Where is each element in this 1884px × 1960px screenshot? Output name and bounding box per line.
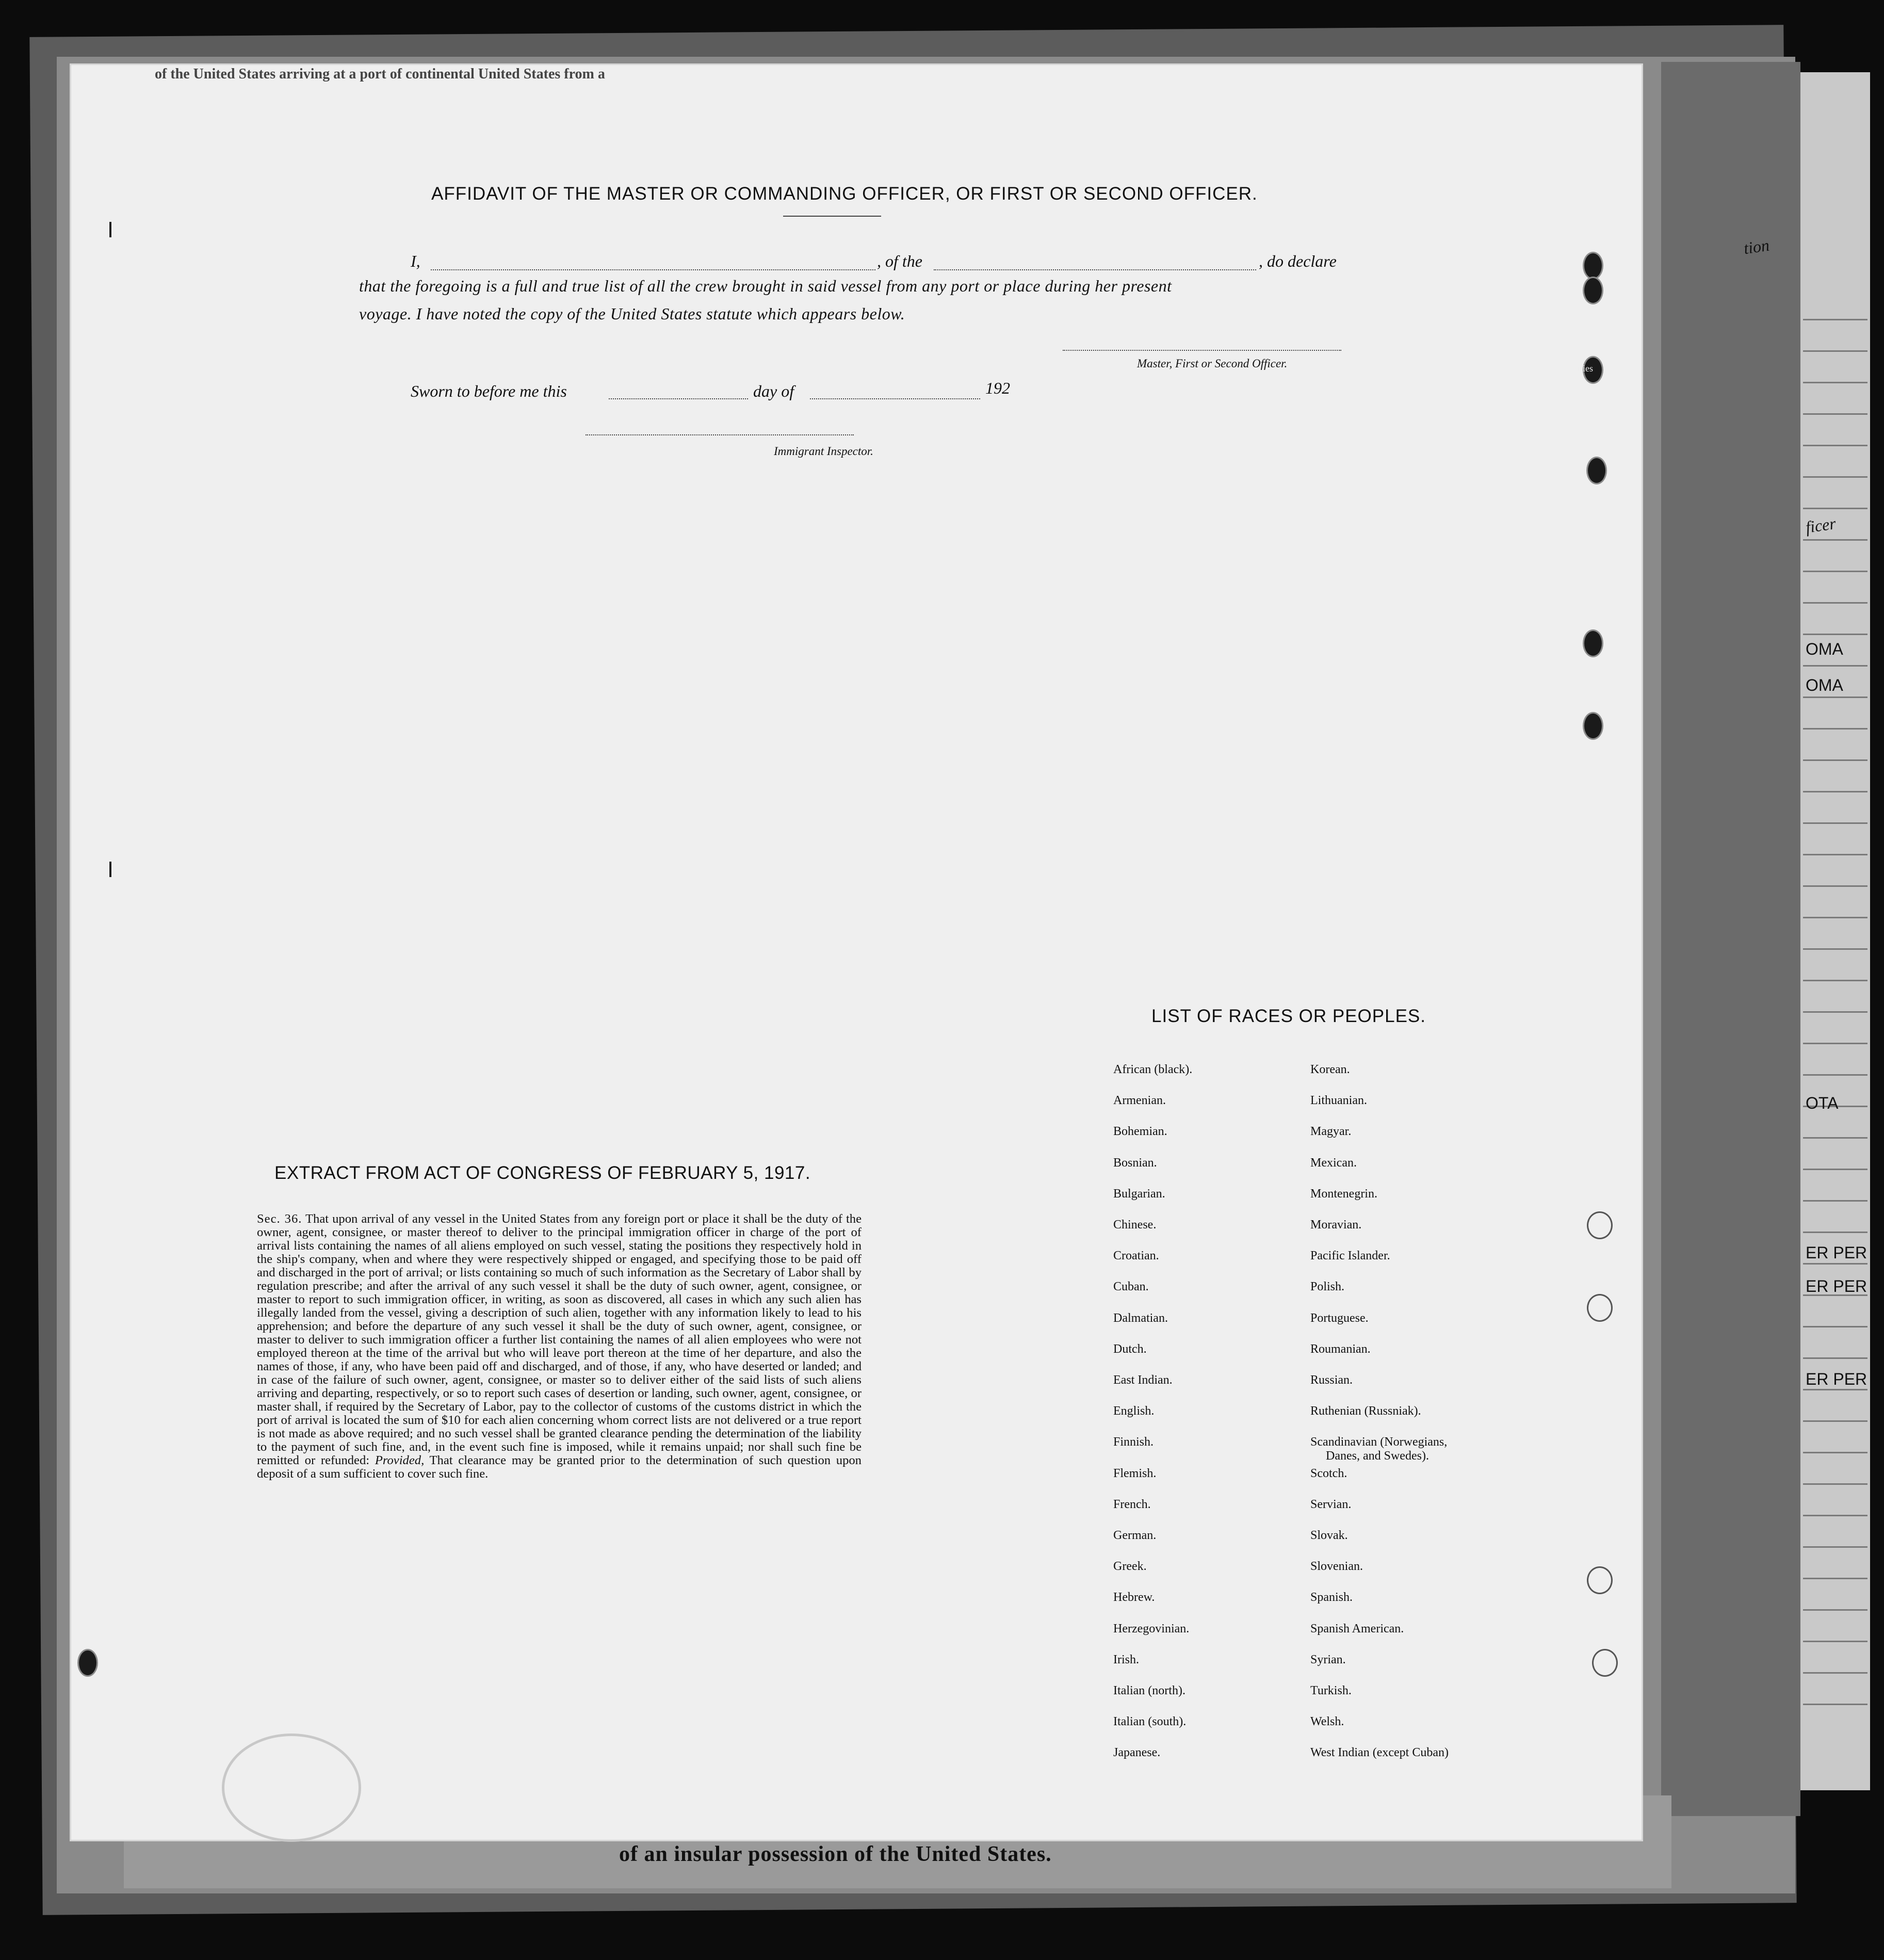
affidavit-title: AFFIDAVIT OF THE MASTER OR COMMANDING OFFICER, OR FIRST OR SECOND OFFICER. [431,184,1258,204]
race-item: Polish. [1310,1280,1345,1294]
race-item: Dutch. [1113,1342,1147,1356]
edge-note: ER PER [1806,1243,1867,1262]
underlying-form-rules [1803,289,1867,1734]
punch-hole-outline [1587,1211,1613,1239]
race-item: Moravian. [1310,1218,1362,1232]
race-item: Hebrew. [1113,1591,1155,1605]
oath-i-label: I, [411,252,420,270]
race-item: Magyar. [1310,1125,1352,1139]
edge-label: ities [1578,363,1593,374]
race-item: Montenegrin. [1310,1187,1377,1201]
act-section-text [257,1212,862,1481]
race-item: German. [1113,1529,1157,1542]
punch-hole [77,1649,98,1677]
act-heading: EXTRACT FROM ACT OF CONGRESS OF FEBRUARY 5, 1917. [274,1163,811,1183]
name-blank [431,269,875,270]
race-item: African (black). [1113,1063,1193,1076]
race-item: Japanese. [1113,1746,1161,1760]
race-item: Servian. [1310,1497,1352,1511]
edge-note: ER PER [1806,1277,1867,1295]
race-item: Irish. [1113,1653,1139,1666]
underlying-sheet-edge [1661,62,1800,1816]
section-body-part-1: That upon arrival of any vessel in the United States from any foreign port or place it shall be the duty of the owner, agent, consignee, or master thereof to deliver to the principal immigration officer in charge of the port of arrival lists containing the names of all aliens employed on such vessel, stating the positions they respectively hold in the ship's company, when and where they were respectively shipped or engaged, and specifying those to be paid off and discharged in the port of arrival; or lists containing so much of such information as the Secretary of Labor shall by regulation prescribe; and after the arrival of any such vessel it shall be the duty of such owner, agent, consignee, or master to report to such immigration officer, in writing, as soon as discovered, all cases in which any such alien has illegally landed from the vessel, giving a description of such alien, together with any information likely to lead to his apprehension; and before the departure of any such vessel it shall be the duty of such owner, agent, consignee, or master to deliver to such immigration officer a further list containing the names of all alien employees who were not employed thereon at the time of the arrival but who will leave port thereon at the time of her departure, and also the names of those, if any, who have been paid off and discharged, and of those, if any, who have deserted or landed; and in case of the failure of such owner, agent, consignee, or master so to deliver either of the said lists of such aliens arriving and departing, respectively, or so to report such cases of desertion or landing, such owner, agent, consignee, or master shall, if required by the Secretary of Labor, pay to the collector of customs of the customs district in which the port of arrival is located the sum of $10 for each alien concerning whom correct lists are not delivered or a true report is not made as above required; and no such vessel shall be granted clearance pending the determination of the liability to the payment of such fine, and, in the event such fine is imposed, while it remains unpaid; nor shall such fine be remitted or refunded: [257,1212,862,1467]
month-blank [810,398,980,399]
punch-hole [1583,712,1603,740]
punch-hole-outline [1587,1294,1613,1322]
master-signature-label: Master, First or Second Officer. [1137,357,1288,370]
race-item: Turkish. [1310,1684,1352,1697]
provided-keyword: Provided, [375,1453,425,1467]
day-blank [609,398,748,399]
edge-note: OMA [1806,676,1843,694]
section-label: Sec. 36. [257,1212,302,1226]
margin-mark [109,862,111,877]
edge-note: OMA [1806,640,1843,658]
oath-declare-label: , do declare [1259,252,1337,270]
day-of-label: day of [753,382,794,400]
race-item: West Indian (except Cuban) [1310,1746,1449,1760]
oath-of-the-label: , of the [877,252,922,270]
race-item: Croatian. [1113,1249,1159,1263]
race-item: French. [1113,1497,1151,1511]
edge-note: tion [1742,235,1771,258]
race-item: Welsh. [1310,1715,1344,1729]
race-item: Finnish. [1113,1435,1154,1449]
oath-line-3: voyage. I have noted the copy of the United States statute which appears below. [359,304,905,323]
race-item: Mexican. [1310,1156,1357,1170]
vessel-blank [934,269,1256,270]
race-item-continuation: Danes, and Swedes). [1326,1449,1429,1463]
bleed-through-heading: of the United States arriving at a port of continental United States from a [155,66,605,82]
edge-note: ficer [1804,514,1837,537]
race-item: Chinese. [1113,1218,1157,1232]
inspector-signature-line [586,434,854,435]
race-item: Italian (south). [1113,1715,1187,1729]
race-item: Scandinavian (Norwegians, [1310,1435,1448,1449]
races-heading: LIST OF RACES OR PEOPLES. [1151,1006,1426,1026]
race-item: Korean. [1310,1063,1350,1076]
race-item: Cuban. [1113,1280,1149,1294]
race-item: Spanish American. [1310,1622,1404,1635]
year-label: 192 [985,379,1010,397]
oath-line-2: that the foregoing is a full and true list of all the crew brought in said vessel from any port or place during her present [359,277,1172,295]
punch-hole [1583,629,1603,657]
race-item: Lithuanian. [1310,1094,1367,1108]
race-item: Herzegovinian. [1113,1622,1190,1635]
race-item: Pacific Islander. [1310,1249,1390,1263]
edge-note: OTA [1806,1094,1839,1112]
race-item: Russian. [1310,1373,1353,1387]
section-body-part-2: That clearance may be granted prior to the determination of such question upon deposit of a sum sufficient to cover such fine. [257,1453,862,1481]
race-item: Portuguese. [1310,1311,1369,1325]
race-item: Spanish. [1310,1591,1353,1605]
race-item: Dalmatian. [1113,1311,1168,1325]
race-item: Bosnian. [1113,1156,1157,1170]
faint-stamp [222,1734,361,1842]
punch-hole-outline [1592,1649,1618,1677]
race-item: East Indian. [1113,1373,1173,1387]
race-item: Bohemian. [1113,1125,1167,1139]
punch-hole [1583,277,1603,304]
underlying-instruction-line-2: of an insular possession of the United States. [619,1842,1052,1866]
master-signature-line [1063,350,1341,351]
sworn-label: Sworn to before me this [411,382,567,400]
race-item: Armenian. [1113,1094,1166,1108]
punch-hole-outline [1587,1566,1613,1594]
race-item: Roumanian. [1310,1342,1371,1356]
document-page [71,65,1642,1840]
margin-mark [109,222,111,237]
race-item: Greek. [1113,1560,1147,1574]
title-underline [783,216,881,217]
edge-note: ER PER [1806,1370,1867,1388]
race-item: Syrian. [1310,1653,1346,1666]
race-item: Bulgarian. [1113,1187,1165,1201]
race-item: Flemish. [1113,1466,1157,1480]
race-item: English. [1113,1404,1155,1418]
race-item: Slovak. [1310,1529,1348,1542]
race-item: Slovenian. [1310,1560,1363,1574]
race-item: Italian (north). [1113,1684,1185,1697]
race-item: Scotch. [1310,1466,1347,1480]
punch-hole [1583,252,1603,280]
race-item: Ruthenian (Russniak). [1310,1404,1421,1418]
punch-hole [1586,457,1607,484]
inspector-signature-label: Immigrant Inspector. [774,445,873,458]
